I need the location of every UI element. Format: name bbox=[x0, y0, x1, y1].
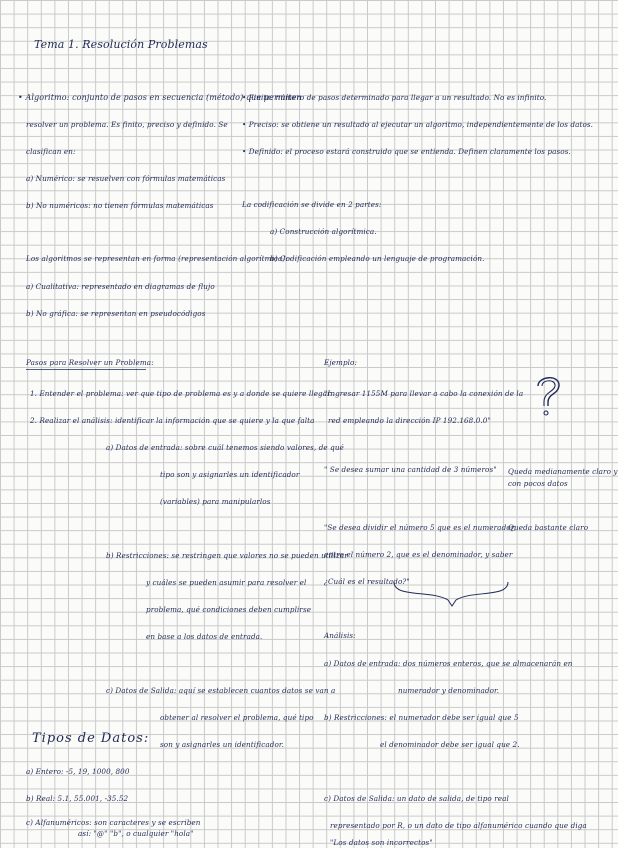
steps-heading-underline bbox=[26, 368, 148, 371]
finite-property: • Finito: número de pasos determinado para llegar a un resultado. No es infinito. bbox=[242, 93, 547, 102]
precise-property: • Preciso: se obtiene un resultado al ejecutar un algoritmo, independientemente de los datos. bbox=[242, 120, 594, 129]
non-numeric-classification: b) No numéricos: no tienen fórmulas matemáticas bbox=[26, 201, 214, 210]
example-heading: Ejemplo: bbox=[324, 358, 357, 367]
codification-parts: La codificación se divide en 2 partes: bbox=[242, 200, 382, 209]
steps-heading: Pasos para Resolver un Problema: bbox=[26, 358, 154, 367]
output-data-line-2: obtener al resolver el problema, qué tipo bbox=[160, 713, 314, 722]
qualitative-representation: a) Cualitativa: representado en diagramas de flujo bbox=[26, 282, 215, 291]
algorithm-definition-line-1: • Algoritmo: conjunto de pasos en secuencia (método) que permiten bbox=[18, 93, 302, 102]
real-type: b) Real: 5.1, 55.001, -35.52 bbox=[26, 794, 129, 803]
algorithm-definition-line-2: resolver un problema. Es finito, preciso y definido. Se bbox=[26, 120, 228, 129]
example-1-line-2: red empleando la dirección IP 192.168.0.0" bbox=[328, 416, 491, 425]
programming-codification: b) Codificación empleando un lenguaje de programación. bbox=[270, 254, 485, 263]
numeric-classification: a) Numérico: se resuelven con fórmulas matemáticas bbox=[26, 174, 226, 183]
output-data-line-1: c) Datos de Salida: aquí se establecen cuantos datos se van a bbox=[106, 686, 336, 695]
example-3-line-2: entre el número 2, que es el denominador, y saber bbox=[324, 550, 513, 559]
page-title: Tema 1. Resolución Problemas bbox=[34, 38, 208, 51]
example-3-line-3: ¿Cuál es el resultado?" bbox=[324, 577, 410, 586]
example-2: " Se desea sumar una cantidad de 3 números" bbox=[324, 465, 497, 474]
analysis-output-line-1: c) Datos de Salida: un dato de salida, de tipo real bbox=[324, 794, 509, 803]
analysis-input-line-2: numerador y denominador. bbox=[398, 686, 500, 695]
alphanumeric-type: c) Alfanuméricos: son caracteres y se escriben bbox=[26, 818, 201, 827]
integer-type: a) Entero: -5, 19, 1000, 800 bbox=[26, 767, 130, 776]
question-mark-icon bbox=[532, 374, 566, 418]
analysis-output-line-2: representado por R, o un dato de tipo alfanumérico cuando que diga bbox=[330, 821, 587, 830]
analysis-output-line-3: "Los datos son incorrectos" bbox=[330, 838, 433, 847]
analysis-restrictions-line-1: b) Restricciones: el numerador debe ser igual que 5 bbox=[324, 713, 519, 722]
restrictions-line-3: problema, qué condiciones deben cumplirse bbox=[146, 605, 312, 614]
analysis-heading: Análisis: bbox=[324, 631, 356, 640]
algorithm-definition-line-3: clasifican en: bbox=[26, 147, 76, 156]
alphanumeric-example: así: "@" "b", o cualquier "hola" bbox=[78, 829, 194, 838]
step-1: 1. Entender el problema: ver que tipo de problema es y a donde se quiere llegar. bbox=[30, 389, 333, 398]
input-data-line-1: a) Datos de entrada: sobre cuál tenemos siendo valores, de qué bbox=[106, 443, 344, 452]
algorithmic-construction: a) Construcción algorítmica. bbox=[270, 227, 377, 236]
input-data-line-3: (variables) para manipularlos bbox=[160, 497, 271, 506]
restrictions-line-1: b) Restricciones: se restringen que valores no se pueden utilizar bbox=[106, 551, 348, 560]
step-2: 2. Realizar el análisis: identificar la información que se quiere y la que falta bbox=[30, 416, 315, 425]
example-3-note: Queda bastante claro bbox=[508, 523, 589, 532]
analysis-input-line-1: a) Datos de entrada: dos números enteros, que se almacenarán en bbox=[324, 659, 573, 668]
restrictions-line-2: y cuáles se pueden asumir para resolver el bbox=[146, 578, 307, 587]
example-3-line-1: "Se desea dividir el número 5 que es el numerador, bbox=[324, 523, 516, 532]
representation-line: Los algoritmos se representan en forma (representación algorítmica): bbox=[26, 254, 288, 263]
defined-property: • Definido: el proceso estará construido que se entienda. Definen claramente los pasos. bbox=[242, 147, 571, 156]
data-types-heading: Tipos de Datos: bbox=[32, 731, 150, 746]
restrictions-line-4: en base a los datos de entrada. bbox=[146, 632, 263, 641]
curly-brace-icon bbox=[392, 578, 512, 608]
analysis-restrictions-line-2: el denominador debe ser igual que 2. bbox=[380, 740, 520, 749]
non-graphic-representation: b) No gráfica: se representan en pseudocódigos bbox=[26, 309, 206, 318]
example-2-note-line-1: Queda medianamente claro y bbox=[508, 467, 618, 476]
input-data-line-2: tipo son y asignarles un identificador bbox=[160, 470, 300, 479]
example-2-note-line-2: con pocos datos bbox=[508, 479, 568, 488]
output-data-line-3: son y asignarles un identificador. bbox=[160, 740, 285, 749]
example-1-line-1: "Ingresar 1155M para llevar a cabo la conexión de la bbox=[324, 389, 524, 398]
